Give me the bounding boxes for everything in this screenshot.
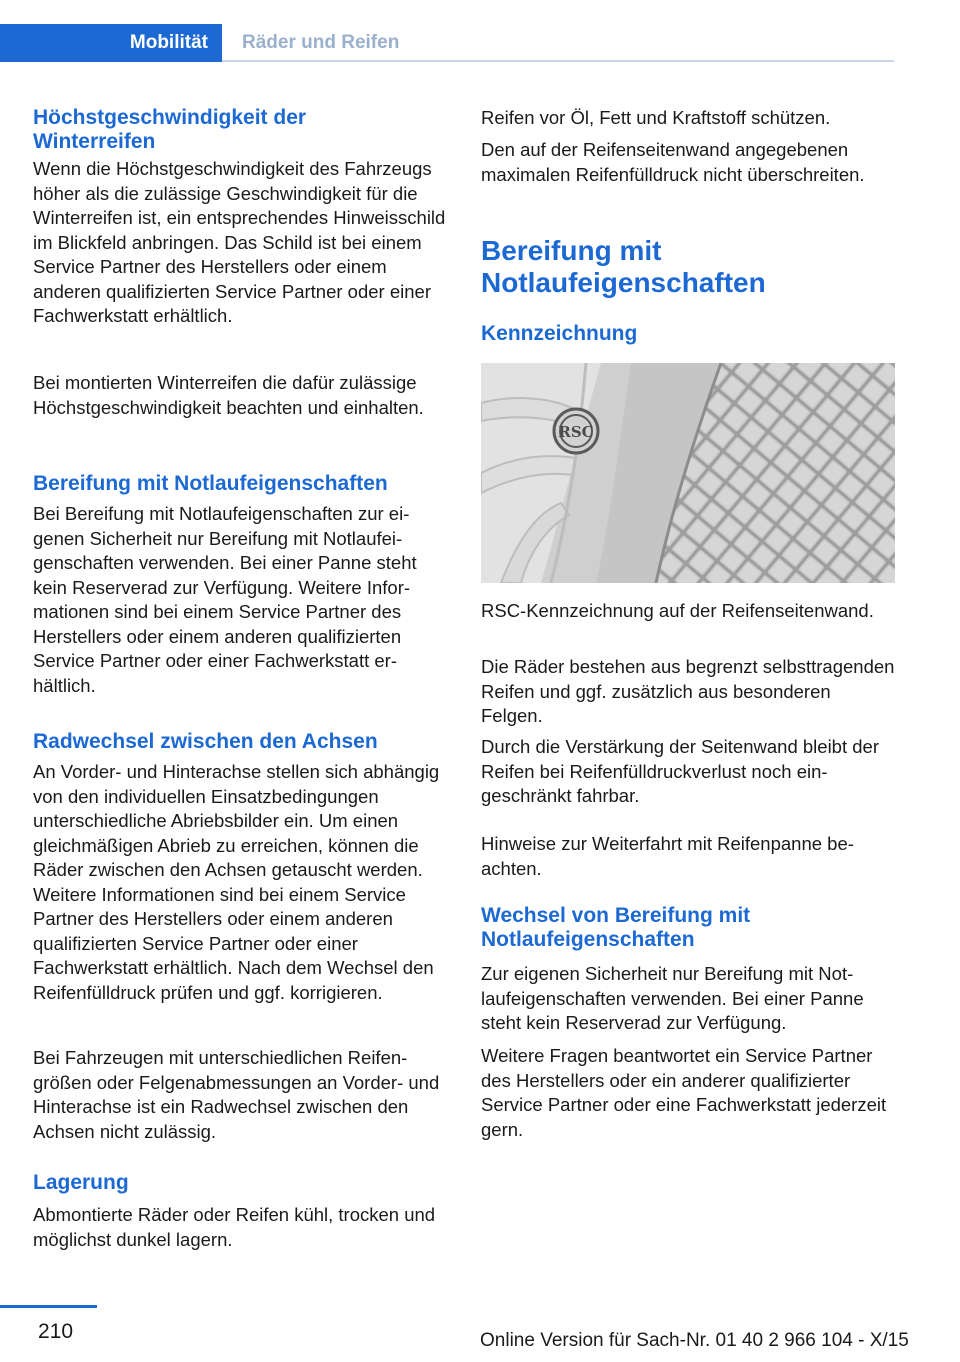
- paragraph-flat-tire-hints: Hinweise zur Weiterfahrt mit Reifenpanne beachten.: [481, 833, 854, 879]
- tab-mobilitaet[interactable]: Mobilität: [0, 24, 222, 62]
- paragraph-max-pressure: Den auf der Reifenseitenwand angegebenen maximalen Reifenfülldruck nicht überschreiten.: [481, 139, 865, 185]
- heading-winter-speed: Höchstgeschwindigkeit der Winterreifen: [33, 106, 307, 153]
- paragraph-change-runflat: Zur eigenen Sicherheit nur Bereifung mit Notlaufeigenschaften verwenden. Bei einer Panne steht kein Reserverad zur Verfügung.: [481, 963, 864, 1033]
- paragraph-winter-sign: Wenn die Höchstgeschwindigkeit des Fahrzeugs höher als die zulässige Geschwindigkeit für die Winterreifen ist, ein entsprechendes Hinweisschild im Blickfeld anbringen. Das Schild ist bei einem Service Partner des Herstellers oder einem anderen qualifizierten Service Partner oder einer Fachwerkstatt erhältlich.: [33, 158, 446, 326]
- heading-change-runflat: Wechsel von Bereifung mit Notlaufeigenschaften: [481, 904, 751, 951]
- heading-marking: Kennzeichnung: [481, 322, 638, 345]
- paragraph-winter-speed-limit: Bei montierten Winterreifen die dafür zulässige Höchstgeschwindigkeit beachten und einhalten.: [33, 372, 424, 418]
- paragraph-wheel-swap-restriction: Bei Fahrzeugen mit unterschiedlichen Reifengrößen oder Felgenabmessungen an Vorder- und Hinterachse ist ein Radwechsel zwischen den Achsen nicht zulässig.: [33, 1047, 440, 1142]
- paragraph-runflat-tires: Bei Bereifung mit Notlaufeigenschaften zur eigenen Sicherheit nur Bereifung mit Notlaufeigenschaften verwenden. Bei einer Panne steht kein Reserverad zur Verfügung. Weitere Informationen sind bei einem Service Partner des Herstellers oder einem anderen qualifizierten Service Partner oder einer Fachwerkstatt erhältlich.: [33, 503, 417, 696]
- footer-accent-rule: [0, 1305, 97, 1308]
- paragraph-wheel-swap: An Vorder- und Hinterachse stellen sich abhängig von den individuellen Einsatzbedingungen unterschiedliche Abriebsbilder ein. Um einen gleichmäßigen Abrieb zu erreichen, können die Räder zwischen den Achsen getauscht werden. Weitere Informationen sind bei einem Service Partner des Herstellers oder einem anderen qualifizierten Service Partner oder einer Fachwerkstatt erhältlich. Nach dem Wechsel den Reifenfülldruck prüfen und ggf. korrigieren.: [33, 761, 440, 1003]
- online-version-note: Online Version für Sach-Nr. 01 40 2 966 104 - X/15: [480, 1330, 909, 1351]
- paragraph-further-questions: Weitere Fragen beantwortet ein Service Partner des Herstellers oder ein anderer qualifizierter Service Partner oder eine Fachwerkstatt jederzeit gern.: [481, 1045, 887, 1140]
- paragraph-sidewall-reinforcement: Durch die Verstärkung der Seitenwand bleibt der Reifen bei Reifenfülldruckverlust noch eingeschränkt fahrbar.: [481, 736, 879, 806]
- tab-raeder-und-reifen[interactable]: Räder und Reifen: [242, 32, 400, 53]
- paragraph-rsc-caption: RSC-Kennzeichnung auf der Reifenseitenwand.: [481, 600, 874, 621]
- heading-storage: Lagerung: [33, 1171, 129, 1194]
- rsc-logo-text: RSC: [558, 423, 594, 441]
- page-number: 210: [38, 1320, 74, 1343]
- paragraph-storage: Abmontierte Räder oder Reifen kühl, trocken und möglichst dunkel lagern.: [33, 1204, 436, 1250]
- heading-runflat-main: Bereifung mit Notlaufeigenschaften: [481, 235, 766, 298]
- paragraph-protect-tires: Reifen vor Öl, Fett und Kraftstoff schützen.: [481, 107, 831, 128]
- chapter-tab-bar: [0, 24, 894, 62]
- tab-underline: [222, 60, 894, 62]
- heading-runflat-tires: Bereifung mit Notlaufeigenschaften: [33, 472, 388, 495]
- rsc-tire-illustration: [481, 363, 895, 583]
- heading-wheel-swap: Radwechsel zwischen den Achsen: [33, 730, 378, 753]
- paragraph-wheel-composition: Die Räder bestehen aus begrenzt selbsttragenden Reifen und ggf. zusätzlich aus besonderen Felgen.: [481, 656, 895, 726]
